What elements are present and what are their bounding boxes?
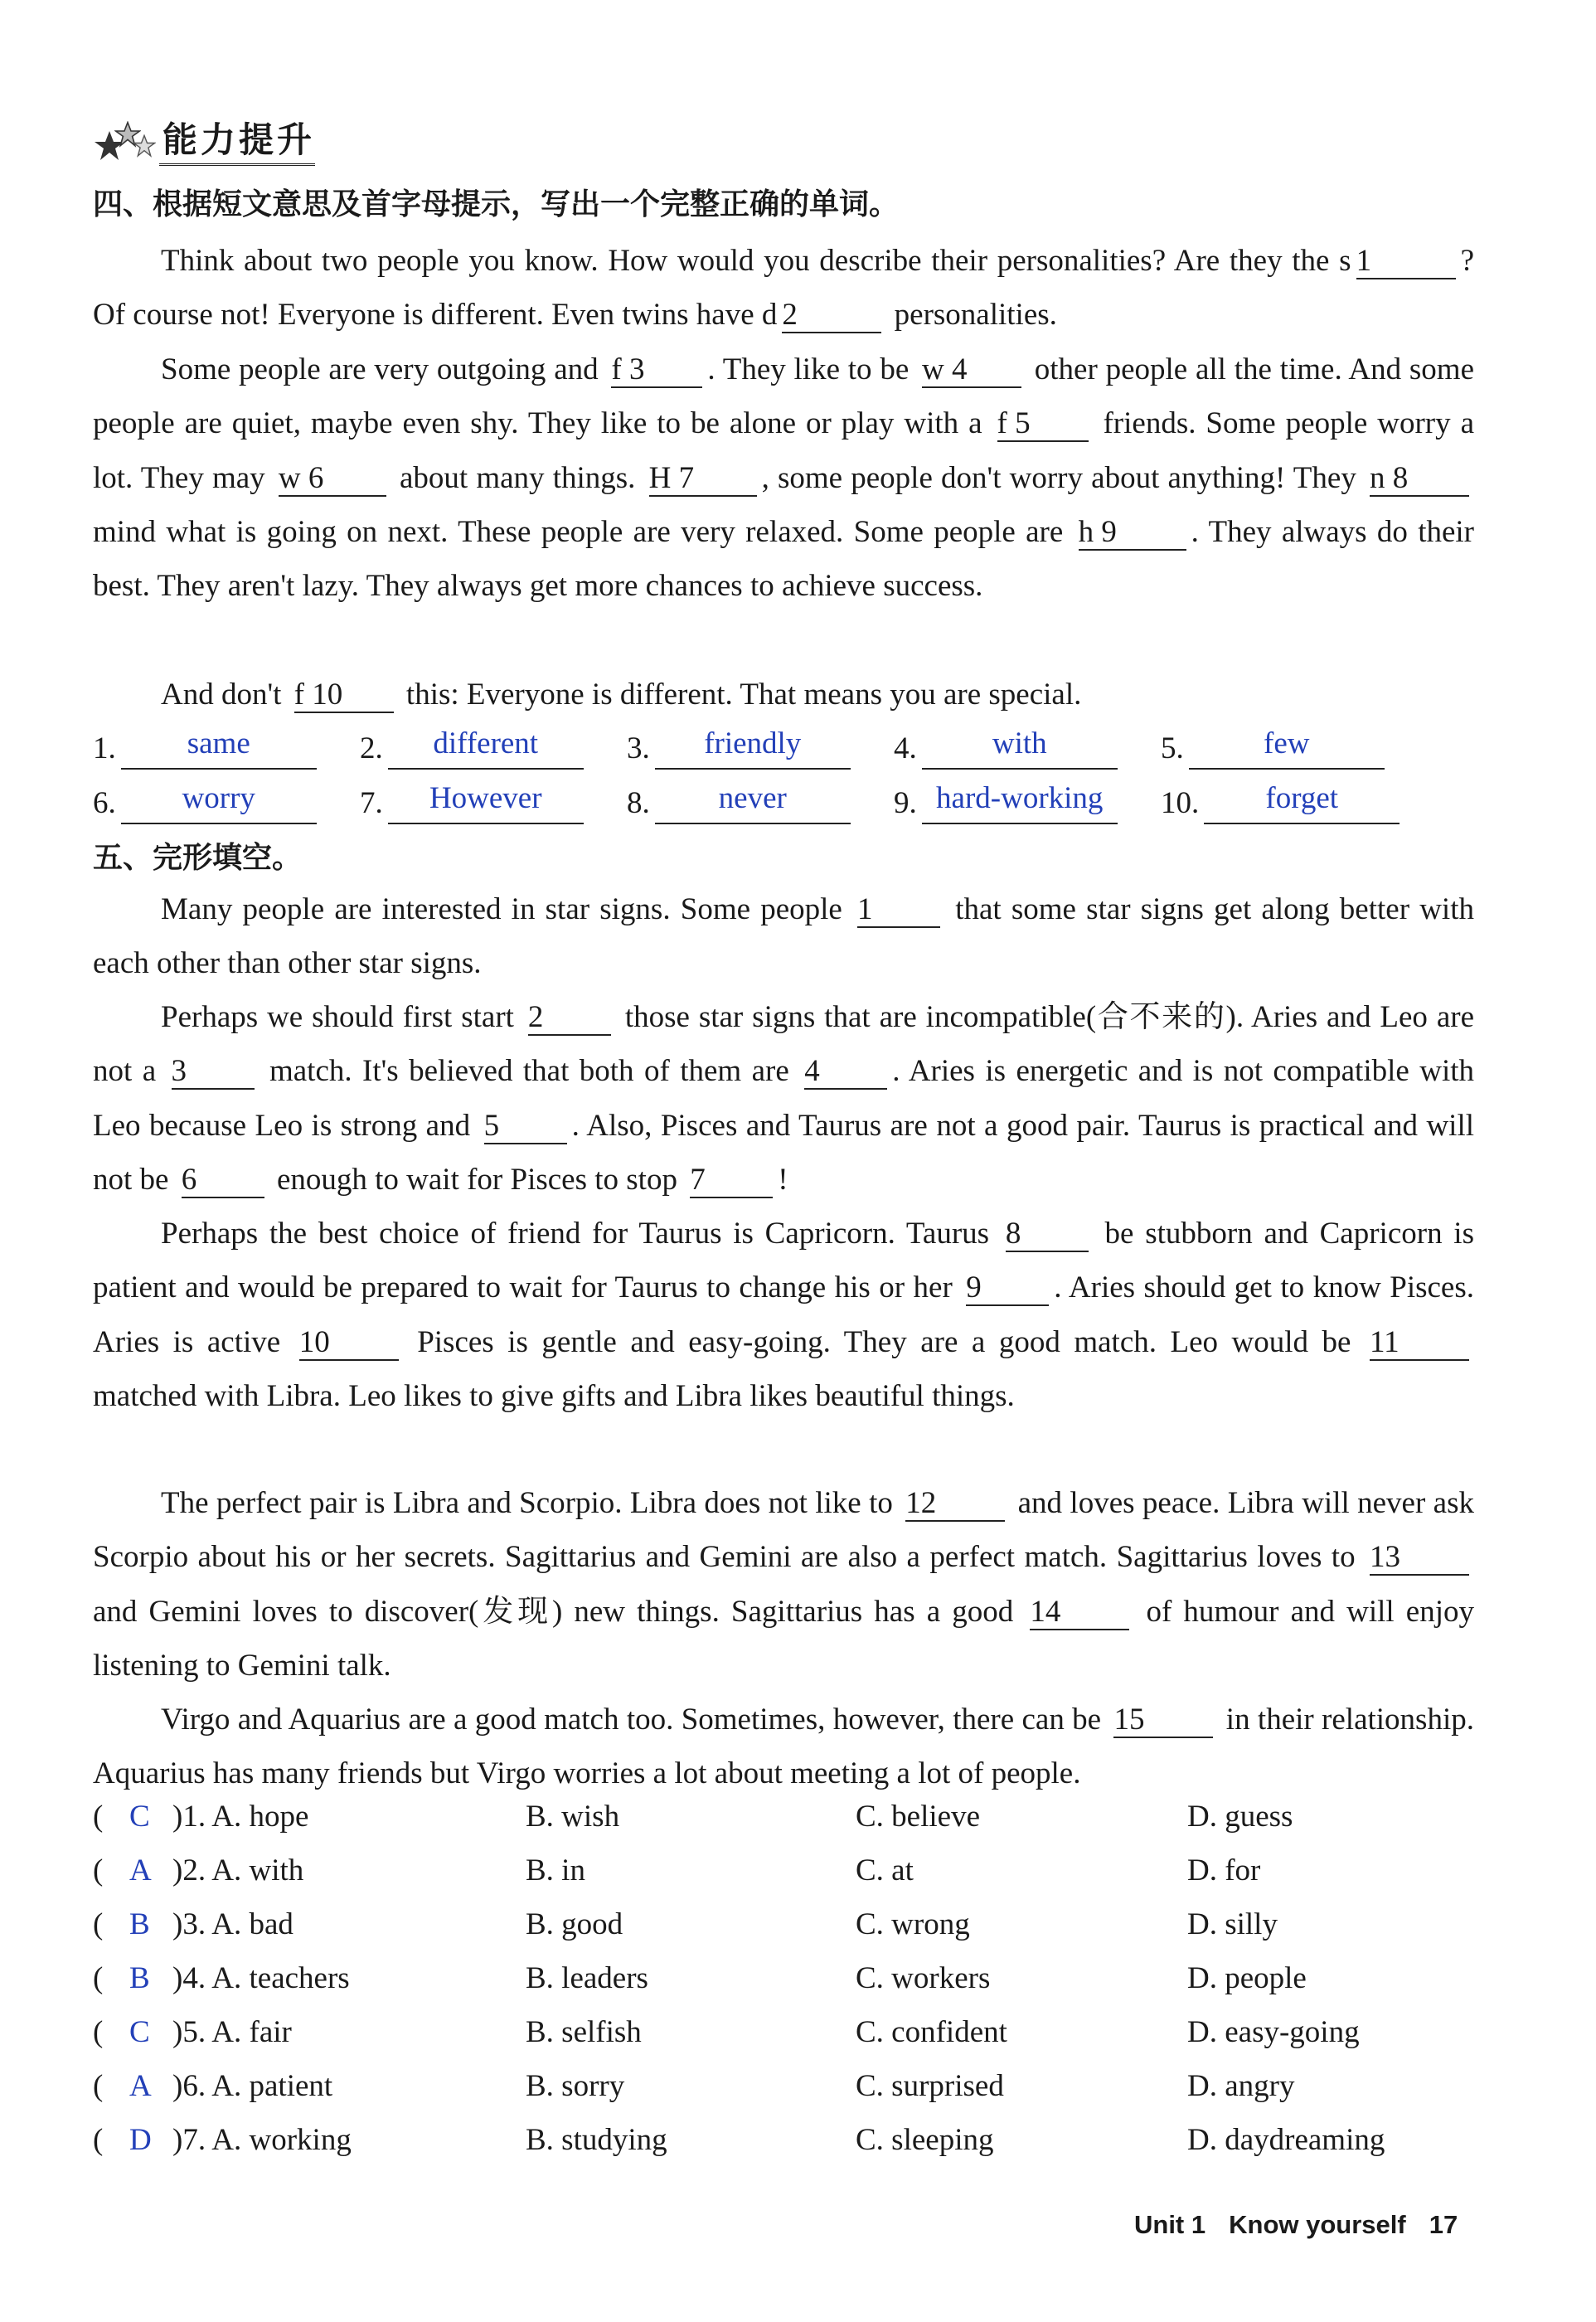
blank-6: w 6: [279, 462, 386, 497]
footer-unit: Unit 1: [1134, 2210, 1206, 2239]
question-answer: C: [129, 1800, 150, 1834]
blank-1: 1: [1356, 245, 1456, 279]
section5-paragraph-2: Perhaps we should first start 2 those star signs that are incompatible(合不来的). Aries and Leo are not a 3 match. It's believed that both of them are 4 . Aries is energetic and is not compatible with Leo because Leo is strong and 5 . Also, Pisces and Taurus are not a good pair. Taurus is practical and will not be 6 enough to wait for Pisces to stop 7 !: [93, 1000, 1475, 1197]
question-row-2: ( A )2. A. with B. in C. at D. for: [93, 1844, 1502, 1898]
question-row-3: ( B )3. A. bad B. good C. wrong D. silly: [93, 1897, 1502, 1952]
question-row-1: ( C )1. A. hope B. wish C. believe D. guess: [93, 1790, 1502, 1844]
section4-title: 四、根据短文意思及首字母提示，写出一个完整正确的单词。: [93, 187, 900, 221]
cloze-blank-11: 11: [1370, 1326, 1469, 1361]
question-row-4: ( B )4. A. teachers B. leaders C. workers D. people: [93, 1951, 1502, 2006]
section-badge-title: 能力提升: [159, 117, 315, 166]
blank-4: w 4: [922, 353, 1021, 388]
answer-row-1: 1. same 2. different 3. friendly 4. with 5. few: [93, 715, 1502, 770]
section5-paragraph-4: The perfect pair is Libra and Scorpio. Libra does not like to 12 and loves peace. Libra will never ask Scorpio about his or her secrets. Sagittarius and Gemini are also a perfect match. Sagittarius loves to 13 and Gemini loves to discover(发现) new things. Sagittarius has a good 14 of humour and will enjoy listening to Gemini talk.: [93, 1486, 1474, 1683]
answer-7: However: [388, 780, 584, 824]
section5-paragraph-3: Perhaps the best choice of friend for Taurus is Capricorn. Taurus 8 be stubborn and Capricorn is patient and would be prepared to wait for Taurus to change his or her 9 . Aries should get to know Pisces. Aries is active 10 Pisces is gentle and easy-going. They are a good match. Leo would be 11 matched with Libra. Leo likes to give gifts and Libra likes beautiful things.: [93, 1217, 1474, 1413]
answer-4: with: [922, 725, 1118, 770]
answer-1: same: [121, 725, 317, 770]
section5-paragraph-1: Many people are interested in star signs. Some people 1 that some star signs get along better with each other than other star signs.: [93, 892, 1474, 981]
cloze-blank-12: 12: [905, 1487, 1005, 1522]
cloze-blank-5: 5: [484, 1110, 567, 1144]
section4-paragraph-2: Some people are very outgoing and f 3 . They like to be w 4 other people all the time. And some people are quiet, maybe even shy. They like to be alone or play with a f 5 friends. Some people worry a lot. They may w 6 about many things. H 7 , some people don't worry about anything! They n 8 mind what is going on next. These people are very relaxed. Some people are h 9 . They always do their best. They aren't lazy. They always get more chances to achieve success.: [93, 352, 1474, 604]
answer-5: few: [1189, 725, 1385, 770]
answer-3: friendly: [655, 725, 851, 770]
answer-row-2: 6. worry 7. However 8. never 9. hard-working 10. forget: [93, 770, 1502, 824]
page-footer: [1134, 2210, 1458, 2240]
answer-10: forget: [1204, 780, 1400, 824]
cloze-blank-1: 1: [857, 893, 940, 928]
stars-icon: [93, 116, 159, 166]
question-answer: D: [129, 2123, 152, 2157]
blank-2: 2: [782, 299, 881, 333]
blank-7: H 7: [649, 462, 757, 497]
question-row-6: ( A )6. A. patient B. sorry C. surprised D. angry: [93, 2059, 1502, 2114]
question-answer: B: [129, 1907, 150, 1941]
question-row-7: ( D )7. A. working B. studying C. sleeping D. daydreaming: [93, 2113, 1502, 2168]
section4-paragraph-1: Think about two people you know. How would you describe their personalities? Are they the s 1 ? Of course not! Everyone is different. Even twins have d 2 personalities.: [93, 244, 1474, 333]
cloze-blank-10: 10: [299, 1326, 399, 1361]
question-answer: B: [129, 1961, 150, 1995]
cloze-blank-15: 15: [1113, 1703, 1213, 1738]
question-answer: A: [129, 2069, 152, 2103]
cloze-blank-2: 2: [528, 1001, 611, 1036]
footer-title: Know yourself: [1229, 2210, 1406, 2239]
question-answer: A: [129, 1853, 152, 1887]
page-number: 17: [1429, 2210, 1458, 2239]
cloze-blank-8: 8: [1006, 1217, 1089, 1252]
cloze-blank-3: 3: [172, 1055, 255, 1090]
cloze-blank-14: 14: [1030, 1596, 1129, 1630]
blank-3: f 3: [611, 353, 702, 388]
question-row-5: ( C )5. A. fair B. selfish C. confident D. easy-going: [93, 2005, 1502, 2060]
section4-paragraph-3: And don't f 10 this: Everyone is different. That means you are special.: [161, 678, 1082, 712]
cloze-blank-9: 9: [966, 1271, 1049, 1306]
cloze-blank-4: 4: [804, 1055, 887, 1090]
section5-title: 五、完形填空。: [93, 841, 303, 875]
question-answer: C: [129, 2015, 150, 2049]
cloze-blank-7: 7: [690, 1163, 773, 1198]
answer-2: different: [388, 725, 584, 770]
answer-8: never: [655, 780, 851, 824]
blank-8: n 8: [1370, 462, 1469, 497]
cloze-blank-13: 13: [1370, 1541, 1469, 1576]
answer-6: worry: [121, 780, 317, 824]
section5-paragraph-5: Virgo and Aquarius are a good match too. Sometimes, however, there can be 15 in their relationship. Aquarius has many friends but Virgo worries a lot about meeting a lot of people.: [93, 1703, 1474, 1791]
blank-10: f 10: [294, 678, 394, 713]
blank-5: f 5: [997, 407, 1089, 442]
section-badge: [93, 116, 315, 170]
blank-9: h 9: [1079, 516, 1186, 551]
answer-9: hard-working: [922, 780, 1118, 824]
cloze-blank-6: 6: [182, 1163, 264, 1198]
